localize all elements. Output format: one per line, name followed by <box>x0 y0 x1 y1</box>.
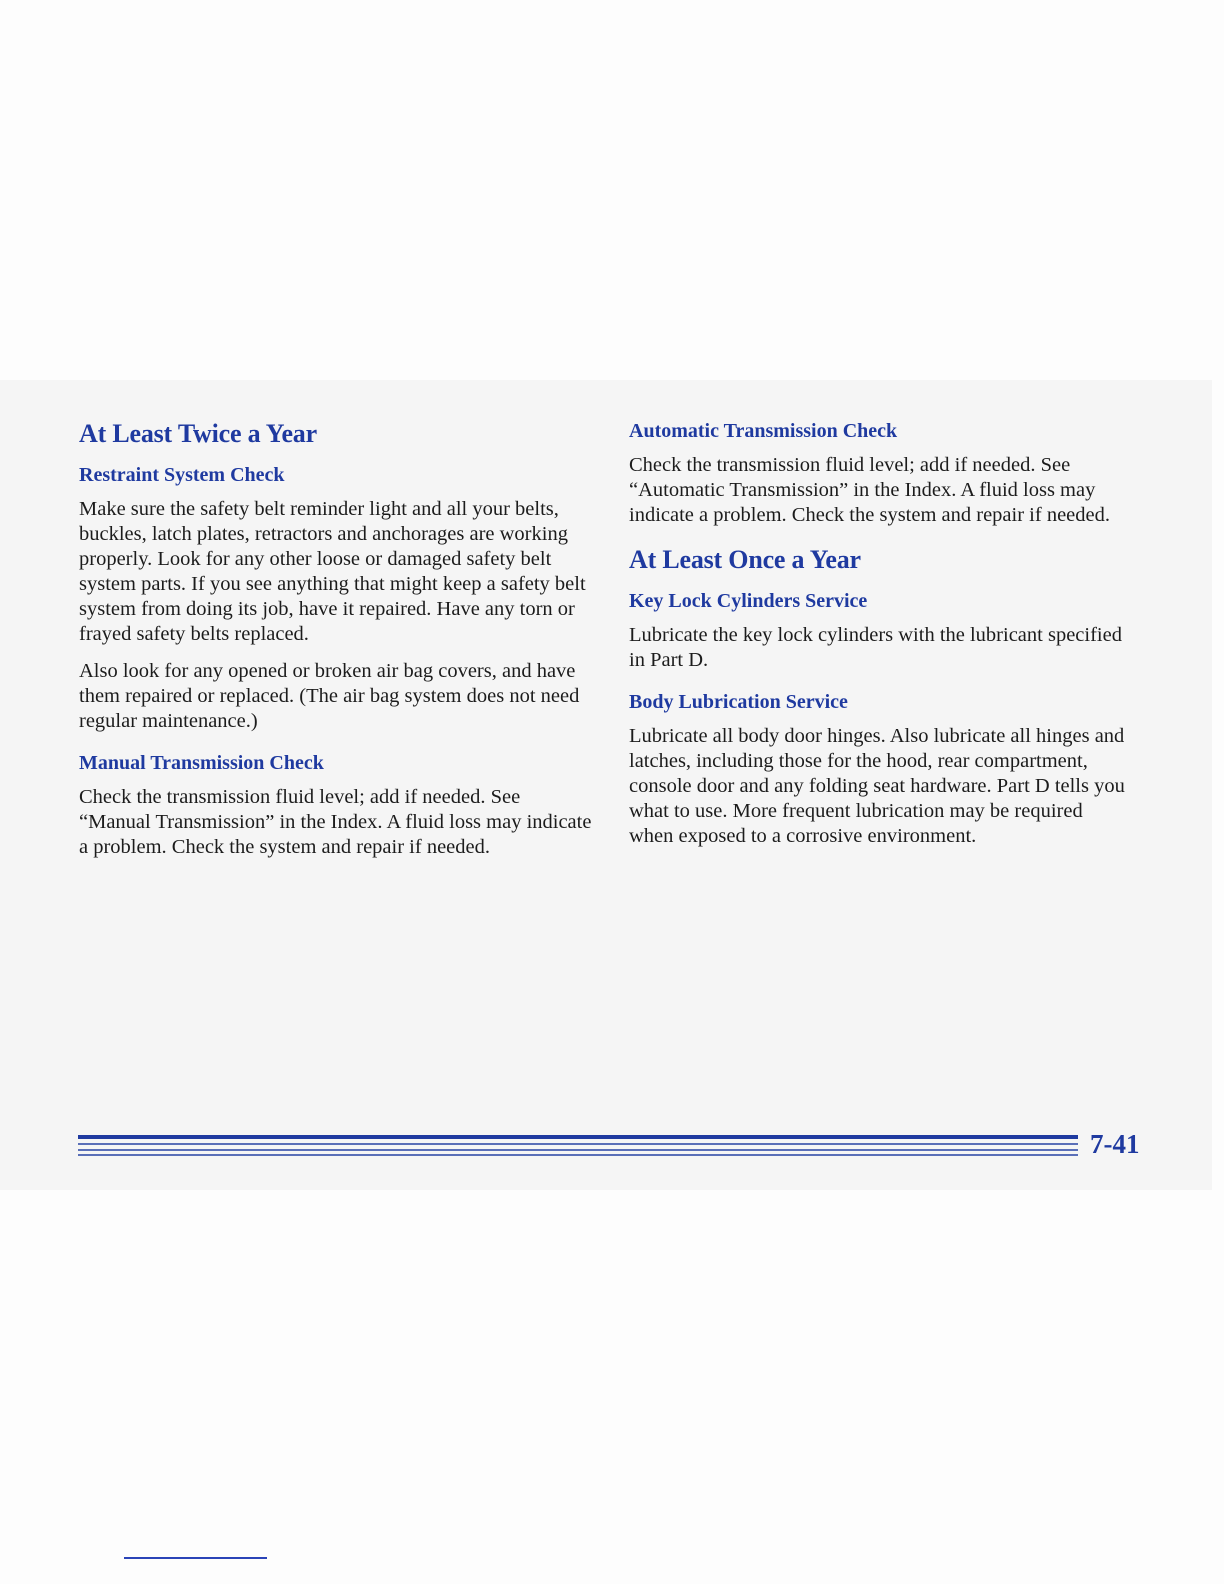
right-column <box>629 418 1129 865</box>
automatic-transmission-title: Automatic Transmission Check <box>629 420 898 442</box>
body-lubrication-paragraph: Lubricate all body door hinges. Also lubricate all hinges and latches, including those for the hood, rear compartment, console door and any folding seat hardware. Part D tells you what to use. More frequent lubrication may be required when exposed to a corrosive environment. <box>629 725 1125 847</box>
manual-transmission-paragraph: Check the transmission fluid level; add if needed. See “Manual Transmission” in the Index. A fluid loss may indicate a problem. Check the system and repair if needed. <box>79 786 592 858</box>
footer-rule-thin-3 <box>78 1154 1078 1156</box>
key-lock-cylinders-paragraph: Lubricate the key lock cylinders with the lubricant specified in Part D. <box>629 624 1122 671</box>
body-lubrication-title: Body Lubrication Service <box>629 691 848 713</box>
section-manual-transmission <box>79 750 594 860</box>
heading-twice-a-year: At Least Twice a Year <box>79 419 317 448</box>
restraint-system-title: Restraint System Check <box>79 464 285 486</box>
footer-rule-thin-1 <box>78 1143 1078 1145</box>
bottom-link-underline <box>124 1557 267 1559</box>
section-key-lock-cylinders <box>629 588 1129 673</box>
section-restraint-system <box>79 462 594 734</box>
footer-rule-thin-2 <box>78 1149 1078 1151</box>
section-body-lubrication <box>629 689 1129 849</box>
restraint-system-paragraph-2: Also look for any opened or broken air bag covers, and have them repaired or replaced. (The air bag system does not need regular maintenance.) <box>79 660 580 732</box>
left-column <box>79 418 594 876</box>
automatic-transmission-paragraph: Check the transmission fluid level; add if needed. See “Automatic Transmission” in the Index. A fluid loss may indicate a problem. Check the system and repair if needed. <box>629 454 1110 526</box>
restraint-system-paragraph-1: Make sure the safety belt reminder light and all your belts, buckles, latch plates, retractors and anchorages are working properly. Look for any other loose or damaged safety belt system parts. If you see anything that might keep a safety belt system from doing its job, have it repaired. Have any torn or frayed safety belts replaced. <box>79 498 586 645</box>
key-lock-cylinders-title: Key Lock Cylinders Service <box>629 590 868 612</box>
section-automatic-transmission <box>629 418 1129 528</box>
footer-rule-thick <box>78 1135 1078 1139</box>
manual-transmission-title: Manual Transmission Check <box>79 752 324 774</box>
page-number: 7-41 <box>1090 1129 1140 1159</box>
heading-once-a-year: At Least Once a Year <box>629 545 861 574</box>
